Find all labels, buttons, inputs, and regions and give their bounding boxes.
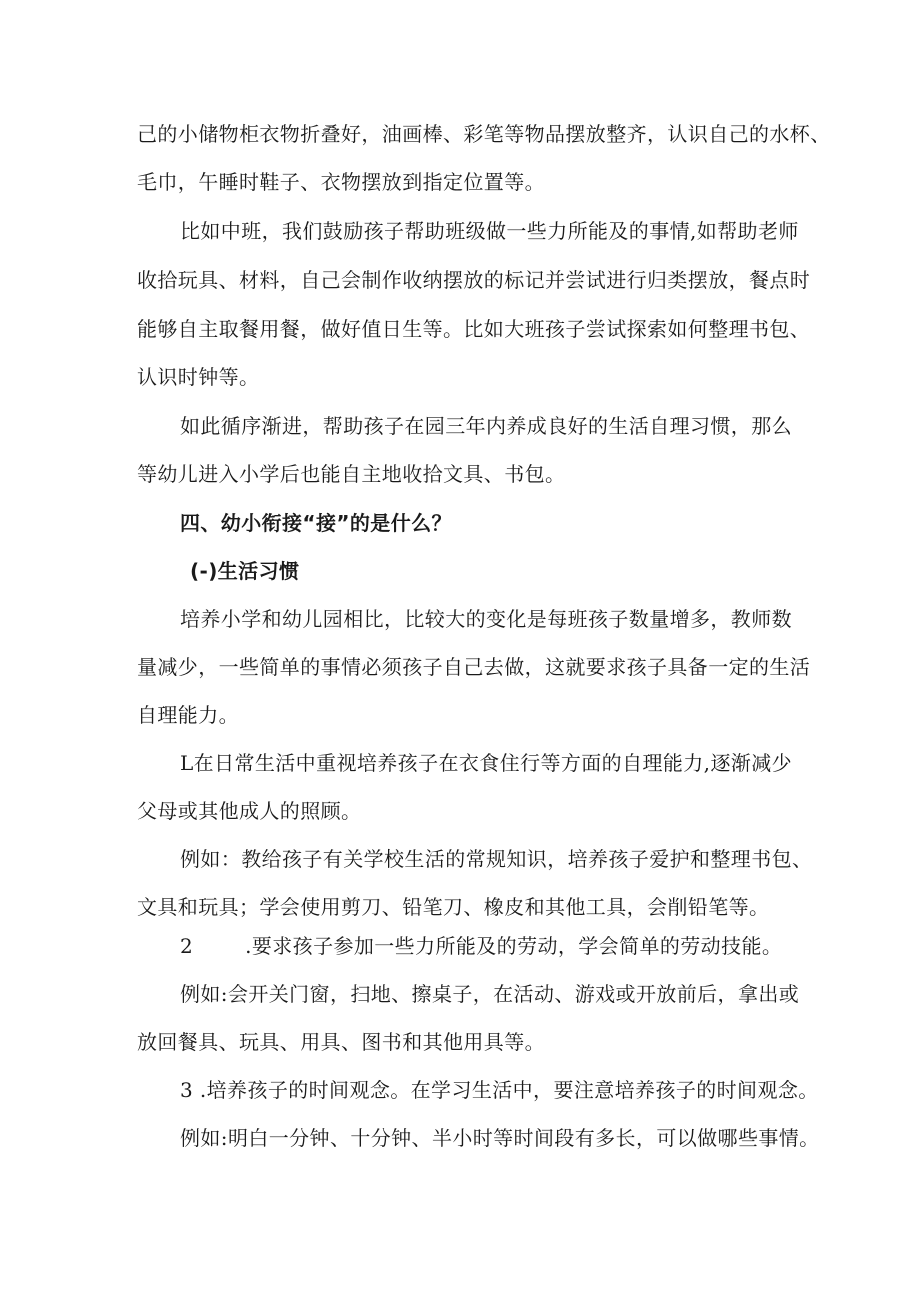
paragraph-line: 如此循序渐进，帮助孩子在园三年内养成良好的生活自理习惯，那么 [180,414,792,438]
paragraph-line: 等幼儿进入小学后也能自主地收拾文具、书包。 [137,462,566,486]
paragraph-line: 己的小储物柜衣物折叠好，油画棒、彩笔等物品摆放整齐，认识自己的水杯、 [137,122,831,146]
subsection-heading: (-)生活习惯 [190,559,300,583]
list-item-line: L在日常生活中重视培养孩子在衣食住行等方面的自理能力,逐渐减少 [180,751,793,775]
paragraph-line: 量减少，一些简单的事情必须孩子自己去做，这就要求孩子具备一定的生活 [137,655,811,679]
paragraph-line: 毛巾，午睡时鞋子、衣物摆放到指定位置等。 [137,170,545,194]
paragraph-line: 放回餐具、玩具、用具、图书和其他用具等。 [137,1030,545,1054]
paragraph-line: 文具和玩具；学会使用剪刀、铅笔刀、橡皮和其他工具，会削铅笔等。 [137,895,770,919]
list-number: 2 [180,934,194,958]
example-line: 例如:会开关门窗，扫地、擦桌子，在活动、游戏或开放前后，拿出或 [180,982,800,1006]
paragraph-line: 父母或其他成人的照顾。 [137,799,362,823]
paragraph-line: 比如中班，我们鼓励孩子帮助班级做一些力所能及的事情,如帮助老师 [180,219,799,243]
paragraph-line: 认识时钟等。 [137,365,260,389]
example-line: 例如:明白一分钟、十分钟、半小时等时间段有多长，可以做哪些事情。 [180,1126,820,1150]
section-heading: 四、幼小衔接“接”的是什么？ [180,511,452,535]
list-item-line: 3 .培养孩子的时间观念。在学习生活中，要注意培养孩子的时间观念。 [180,1078,819,1102]
paragraph-line: 能够自主取餐用餐，做好值日生等。比如大班孩子尝试探索如何整理书包、 [137,317,811,341]
example-line: 例如：教给孩子有关学校生活的常规知识，培养孩子爱护和整理书包、 [180,847,813,871]
list-item-line [180,932,782,960]
paragraph-line: 培养小学和幼儿园相比，比较大的变化是每班孩子数量增多，教师数 [180,607,792,631]
paragraph-line: 收拾玩具、材料，自己会制作收纳摆放的标记并尝试进行归类摆放，餐点时 [137,268,811,292]
list-item-text: .要求孩子参加一些力所能及的劳动，学会简单的劳动技能。 [245,934,783,958]
paragraph-line: 自理能力。 [137,703,239,727]
